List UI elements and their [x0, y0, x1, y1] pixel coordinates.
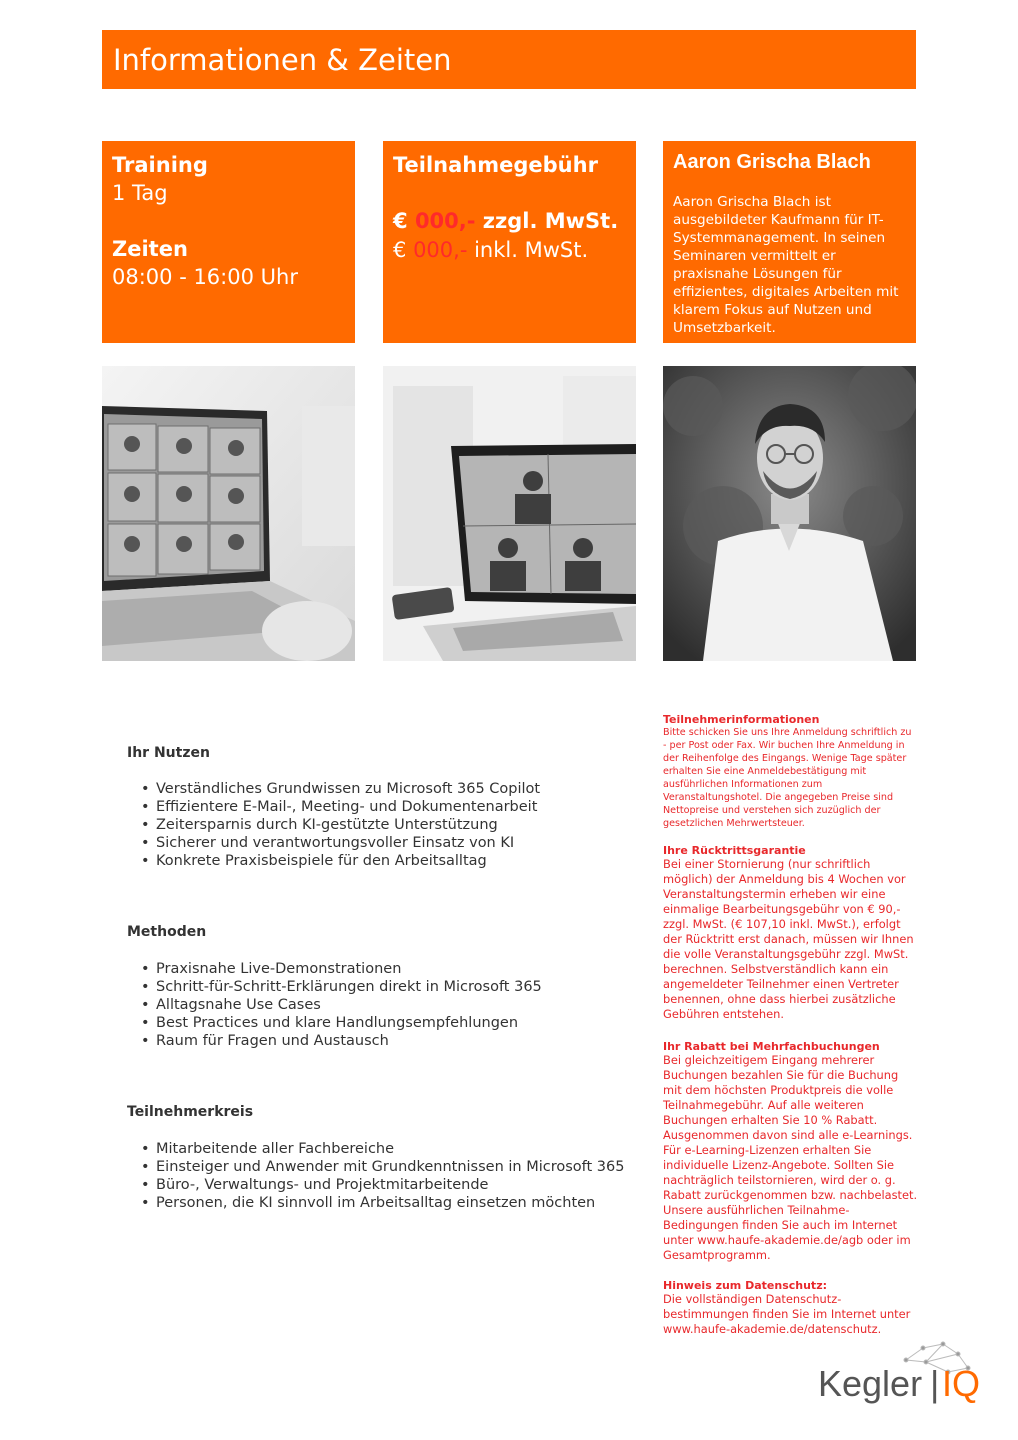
price-net-suffix: zzgl. MwSt. [482, 209, 619, 233]
laptop-meeting-photo [383, 366, 636, 661]
trainer-portrait-photo [663, 366, 916, 661]
discount-title: Ihr Rabatt bei Mehrfachbuchungen [663, 1040, 880, 1053]
privacy-text: Die vollständigen Datenschutz-bestimmungen finden Sie im Internet unter www.haufe-akademie.de/datenschutz. [663, 1292, 911, 1336]
price-gross [393, 236, 626, 265]
multi-booking-discount [663, 1040, 919, 1263]
discount-text: Bei gleichzeitigem Eingang mehrerer Buchungen bezahlen Sie für die Buchung mit dem höchsten Produktpreis die volle Teilnahmegebühr. Auf alle weiteren Buchungen erhalten Sie 10 % Rabatt. Ausgenommen davon sind alle e-Learnings. Für e-Learning-Lizenzen erhalten Sie individuelle Lizenz-Angebote. Sollten Sie nachträglich teilstornieren, wird der o. g. Rabatt zurückgenommen bzw. nachbelastet. Unsere ausführlichen Teilnahme-Bedingungen finden Sie auch im Internet unter www.haufe-akademie.de/agb oder im Gesamtprogramm. [663, 1053, 918, 1262]
list-item: • Personen, die KI sinnvoll im Arbeitsalltag einsetzen möchten [141, 1194, 624, 1212]
list-item: • Raum für Fragen und Austausch [141, 1032, 542, 1050]
price-gross-suffix: inkl. MwSt. [474, 238, 589, 262]
list-item: • Mitarbeitende aller Fachbereiche [141, 1140, 624, 1158]
fee-title: Teilnahmegebühr [393, 153, 598, 177]
kegler-iq-logo [818, 1340, 998, 1410]
participant-info [663, 713, 915, 830]
section-title-teilnehmerkreis: Teilnehmerkreis [127, 1104, 254, 1120]
list-item: • Schritt-für-Schritt-Erklärungen direkt in Microsoft 365 [141, 978, 542, 996]
price-gross-amount: 000,- [413, 238, 468, 262]
privacy-title: Hinweis zum Datenschutz: [663, 1279, 827, 1292]
training-times: 08:00 - 16:00 Uhr [112, 265, 298, 289]
fee-card [383, 141, 636, 343]
trainer-bio: Aaron Grischa Blach ist ausgebildeter Kaufmann für IT-Systemmanagement. In seinen Seminaren vermittelt er praxisnahe Lösungen für effizientes, digitales Arbeiten mit klarem Fokus auf Nutzen und Umsetzbarkeit. [673, 194, 899, 336]
page-title: Informationen & Zeiten [113, 42, 452, 77]
training-label: Training [112, 153, 208, 177]
training-duration: 1 Tag [112, 181, 168, 205]
withdrawal-title: Ihre Rücktrittsgarantie [663, 844, 806, 857]
withdrawal-text: Bei einer Stornierung (nur schriftlich möglich) der Anmeldung bis 4 Wochen vor Veranstaltungstermin erheben wir eine einmalige Bearbeitungsgebühr von € 90,-zzgl. MwSt. (€ 107,10 inkl. MwSt.), erfolgt der Rücktritt erst danach, müssen wir Ihnen die volle Veranstaltungsgebühr zzgl. MwSt. berechnen. Selbstverständlich kann ein angemeldeter Teilnehmer einen Vertreter benennen, ohne dass hierbei zusätzliche Gebühren entstehen. [663, 857, 914, 1021]
list-item: • Effizientere E-Mail-, Meeting- und Dokumentenarbeit [141, 798, 540, 816]
list-item: • Konkrete Praxisbeispiele für den Arbeitsalltag [141, 852, 540, 870]
laptop-video-call-photo [102, 366, 355, 661]
header-bar [102, 30, 916, 89]
list-item: • Büro-, Verwaltungs- und Projektmitarbeitende [141, 1176, 624, 1194]
privacy-notice [663, 1279, 913, 1337]
list-item: • Best Practices und klare Handlungsempfehlungen [141, 1014, 542, 1032]
list-item: • Sicherer und verantwortungsvoller Einsatz von KI [141, 834, 540, 852]
trainer-card [663, 141, 916, 343]
list-item: • Verständliches Grundwissen zu Microsoft 365 Copilot [141, 780, 540, 798]
withdrawal-guarantee [663, 844, 919, 1022]
price-net-amount: 000,- [414, 209, 476, 233]
list-methoden [141, 960, 542, 1050]
section-title-methoden: Methoden [127, 924, 207, 940]
list-teilnehmerkreis [141, 1140, 624, 1212]
logo-separator: | [930, 1363, 940, 1404]
list-nutzen [141, 780, 540, 870]
list-item: • Einsteiger und Anwender mit Grundkenntnissen in Microsoft 365 [141, 1158, 624, 1176]
list-item: • Zeitersparnis durch KI-gestützte Unterstützung [141, 816, 540, 834]
section-title-nutzen: Ihr Nutzen [127, 745, 210, 761]
times-label: Zeiten [112, 237, 188, 261]
participant-info-text: Bitte schicken Sie uns Ihre Anmeldung schriftlich zu - per Post oder Fax. Wir buchen Ihre Anmeldung in der Reihenfolge des Eingangs. Wenige Tage später erhalten Sie eine Anmeldebestätigung mit ausführlichen Informationen zum Veranstaltungshotel. Die angegeben Preise sind Nettopreise und verstehen sich zuzüglich der gesetzlichen Mehrwertsteuer. [663, 727, 912, 829]
price-net [393, 207, 626, 236]
logo-text-iq: IQ [942, 1363, 981, 1404]
trainer-name: Aaron Grischa Blach [673, 151, 871, 173]
list-item: • Praxisnahe Live-Demonstrationen [141, 960, 542, 978]
price-net-currency: € [393, 209, 408, 233]
logo-text-kegler: Kegler [818, 1363, 923, 1404]
price-gross-currency: € [393, 238, 407, 262]
list-item: • Alltagsnahe Use Cases [141, 996, 542, 1014]
participant-info-title: Teilnehmerinformationen [663, 713, 820, 726]
training-card [102, 141, 355, 343]
